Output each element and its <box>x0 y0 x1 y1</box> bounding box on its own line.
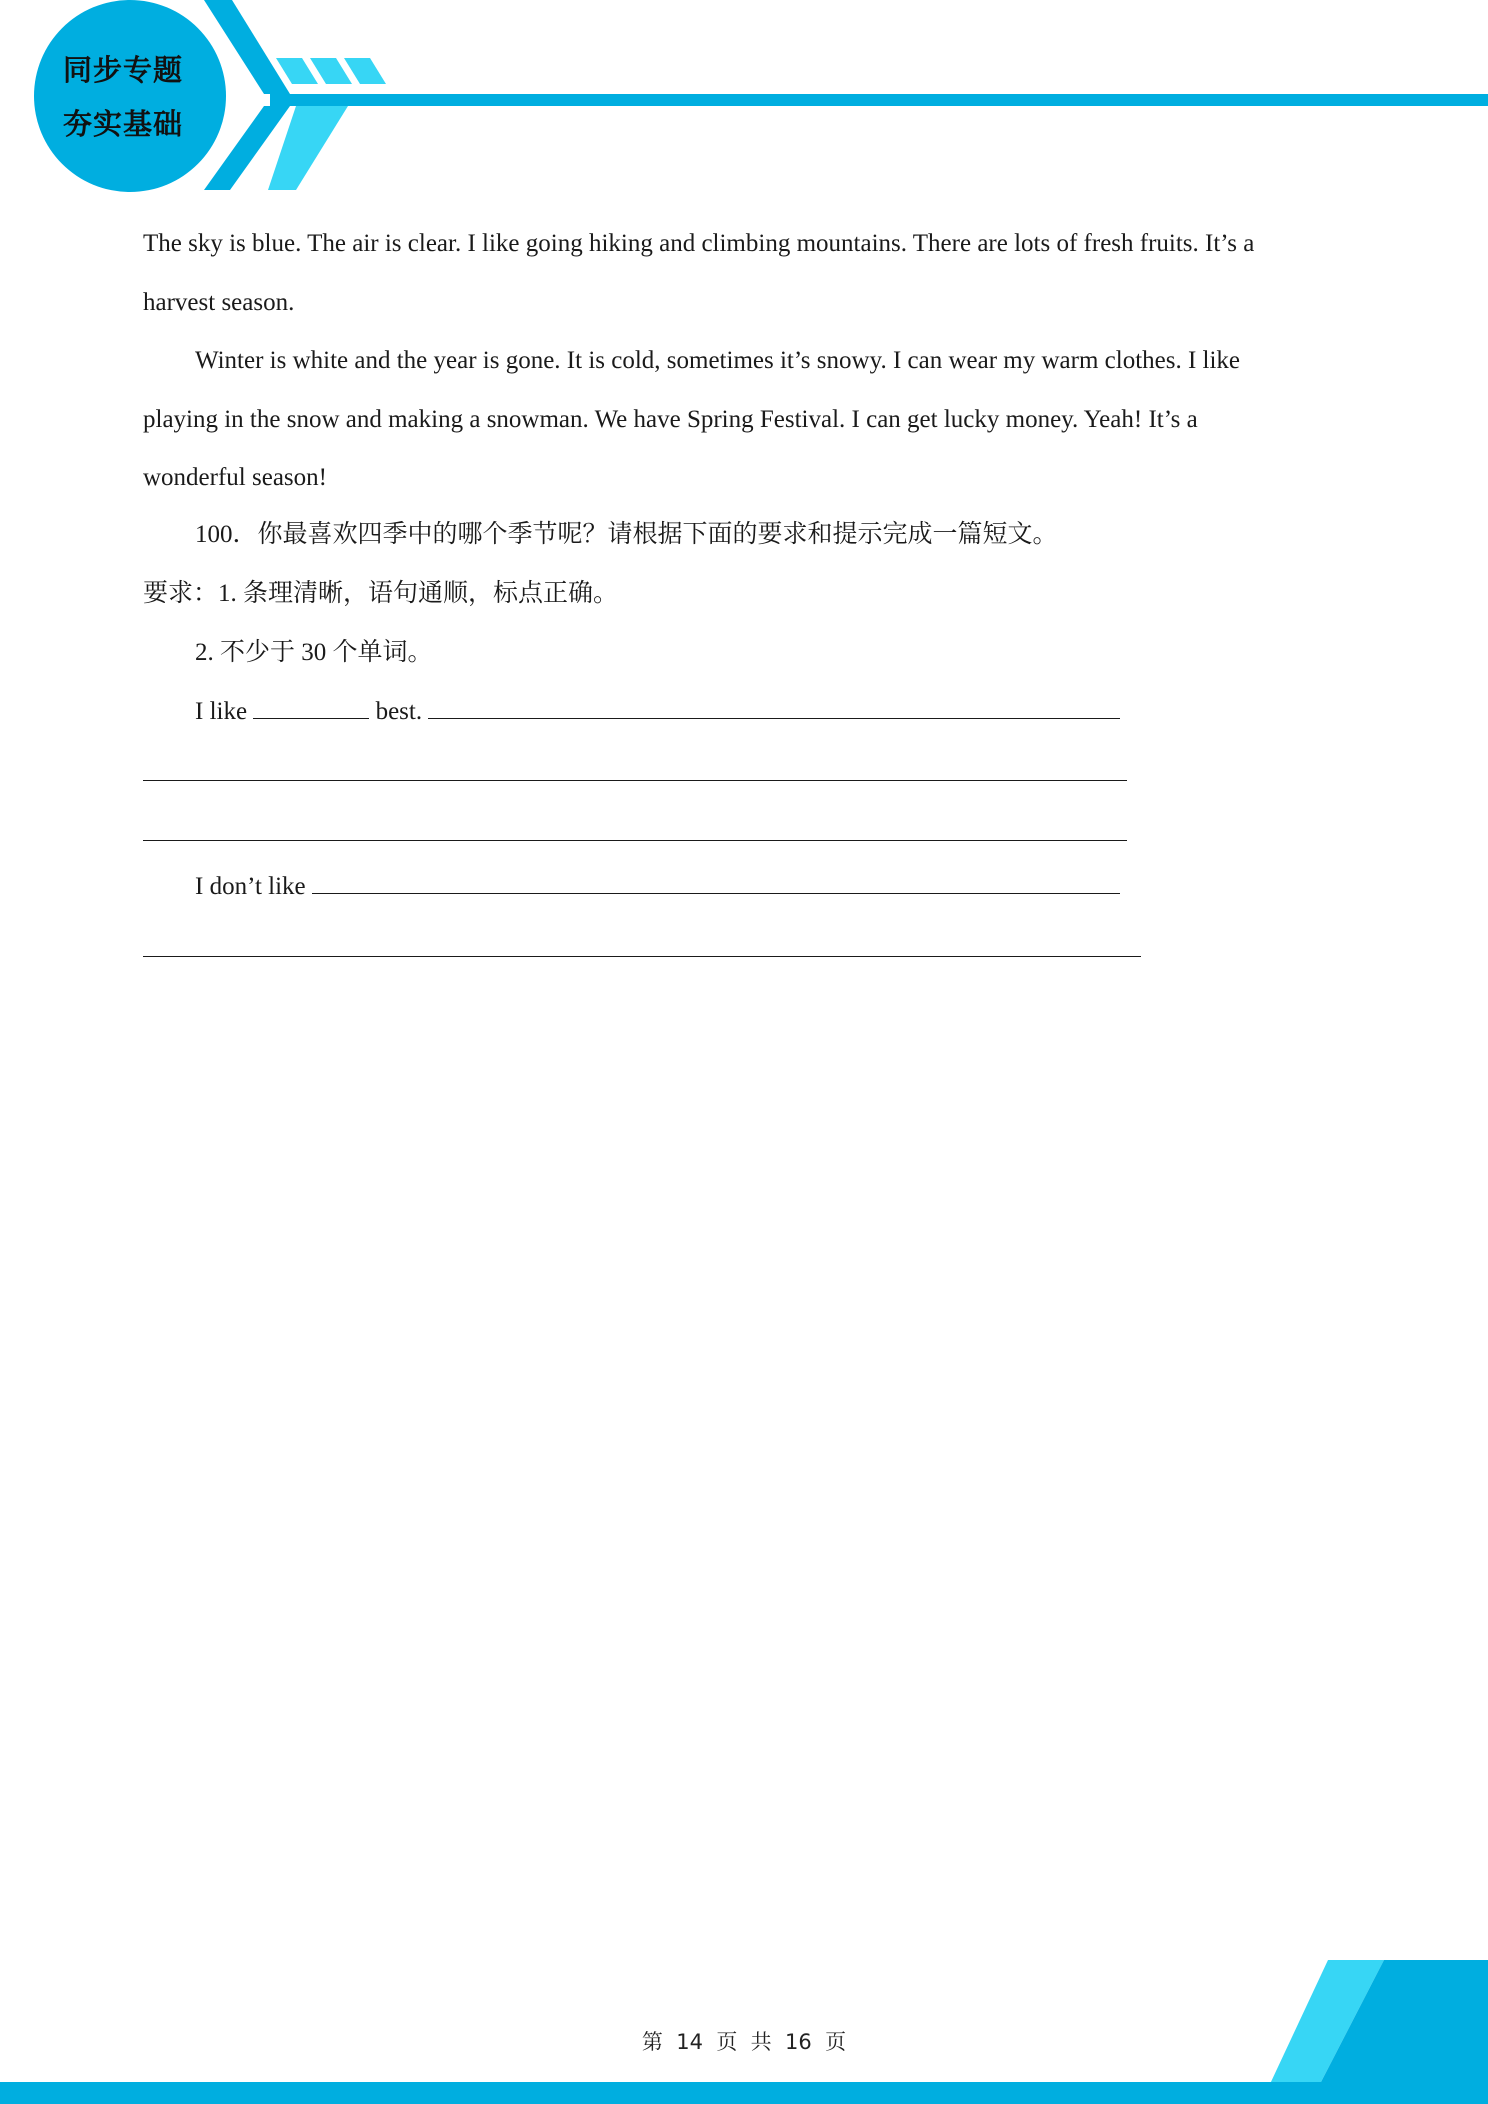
writing-line-1 <box>195 698 1120 724</box>
writing-blank-5[interactable] <box>143 956 1141 957</box>
writing-blank-4[interactable] <box>312 873 1120 894</box>
paragraph-autumn-line2: harvest season. <box>143 289 295 316</box>
writing-blank-1[interactable] <box>428 698 1120 719</box>
paragraph-winter-line2: playing in the snow and making a snowman. We have Spring Festival. I can get lucky money. Yeah! It’s a <box>143 406 1198 433</box>
requirement-2: 2. 不少于 30 个单词。 <box>195 639 433 666</box>
header-banner <box>0 0 1488 200</box>
badge-title-line1: 同步专题 <box>62 53 183 87</box>
paragraph-winter-line3: wonderful season! <box>143 464 327 491</box>
writing-line-1-mid: best. <box>375 698 423 725</box>
badge-title-line2: 夯实基础 <box>62 107 183 141</box>
writing-line-4-prefix: I don’t like <box>195 873 306 900</box>
paragraph-winter-line1: Winter is white and the year is gone. It is cold, sometimes it’s snowy. I can wear my warm clothes. I like <box>195 347 1241 374</box>
season-blank[interactable] <box>253 698 369 719</box>
writing-blank-3[interactable] <box>143 840 1127 841</box>
writing-line-4 <box>195 873 1120 899</box>
page-number: 第 14 页 共 16 页 <box>641 2030 847 2054</box>
header-stripe <box>310 58 352 84</box>
question-100: 100．你最喜欢四季中的哪个季节呢？请根据下面的要求和提示完成一篇短文。 <box>195 521 1058 548</box>
requirement-1: 要求：1. 条理清晰，语句通顺，标点正确。 <box>143 580 619 607</box>
header-bar <box>270 94 1488 106</box>
writing-blank-2[interactable] <box>143 780 1127 781</box>
writing-line-1-prefix: I like <box>195 698 248 725</box>
footer-bar <box>0 2082 1488 2104</box>
header-stripe <box>276 58 318 84</box>
header-stripe <box>344 58 386 84</box>
header-badge-circle <box>34 0 226 192</box>
paragraph-autumn-line1: The sky is blue. The air is clear. I like going hiking and climbing mountains. There are lots of fresh fruits. It’s a <box>143 230 1255 257</box>
